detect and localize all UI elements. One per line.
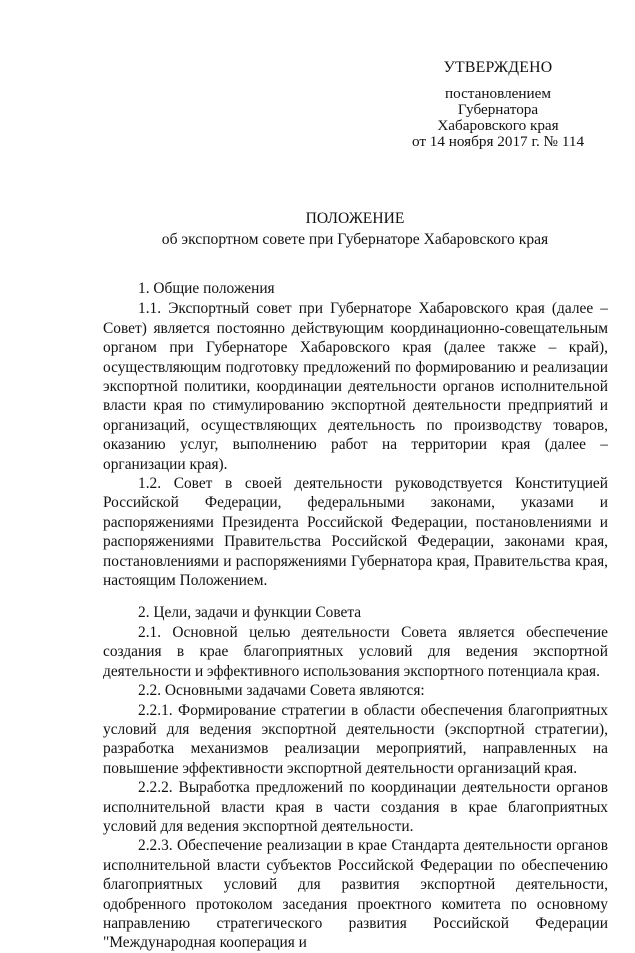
document-subtitle: об экспортном совете при Губернаторе Хабаровского края — [161, 231, 549, 248]
document-title-block — [100, 208, 610, 250]
document-title: ПОЛОЖЕНИЕ — [305, 210, 405, 227]
section-heading-1: 1. Общие положения — [138, 280, 275, 297]
approval-line-2: Губернатора — [457, 101, 539, 118]
approval-line-1: постановлением — [444, 85, 552, 102]
paragraph-2-2: 2.2. Основными задачами Совета являются: — [138, 682, 425, 700]
approval-line-3: Хабаровского края — [437, 117, 559, 134]
paragraph-1-2: 1.2. Совет в своей деятельности руководствуется Конституцией Российской Федерации, федеральными законами, указами и распоряжениями Президента Российской Федерации, постановлениями и распоряжениями Правительства Российской Федерации, законами края, постановлениями и распоряжениями Губернатора края, Правительства края, настоящим Положением. — [103, 475, 608, 590]
section-heading-2: 2. Цели, задачи и функции Совета — [138, 603, 362, 621]
paragraph-2-2-1: 2.2.1. Формирование стратегии в области обеспечения благоприятных условий для ведения экспортной деятельности (экспортной стратегии), разработка механизмов реализации мероприятий, направленных на повышение эффективности экспортной деятельности организаций края. — [103, 701, 608, 777]
document-body — [103, 275, 608, 953]
approval-heading: УТВЕРЖДЕНО — [443, 59, 553, 76]
paragraph-2-2-3: 2.2.3. Обеспечение реализации в крае Стандарта деятельности органов исполнительной власти субъектов Российской Федерации по обеспечению благоприятных условий для развития экспортной деятельности, одобренного протоколом заседания проектного комитета по основному направлению стратегического развития Российской Федерации "Международная кооперация и — [103, 837, 608, 952]
approval-line-4: от 14 ноября 2017 г. № 114 — [411, 133, 585, 150]
approval-stamp — [398, 60, 598, 150]
paragraph-1-1: 1.1. Экспортный совет при Губернаторе Хабаровского края (далее – Совет) является постоянно действующим координационно-совещательным органом при Губернаторе Хабаровского края (далее также – край), осуществляющим подготовку предложений по формированию и реализации экспортной политики, координации деятельности органов исполнительной власти края по стимулированию экспортной деятельности предприятий и организаций, осуществляющих деятельность по производству товаров, оказанию услуг, выполнению работ на территории края (далее – организации края). — [103, 300, 608, 473]
paragraph-2-2-2: 2.2.2. Выработка предложений по координации деятельности органов исполнительной власти края в части создания в крае благоприятных условий для ведения экспортной деятельности. — [103, 779, 608, 835]
paragraph-2-1: 2.1. Основной целью деятельности Совета является обеспечение создания в крае благоприятных условий для ведения экспортной деятельности и эффективного использования экспортного потенциала края. — [103, 623, 608, 680]
